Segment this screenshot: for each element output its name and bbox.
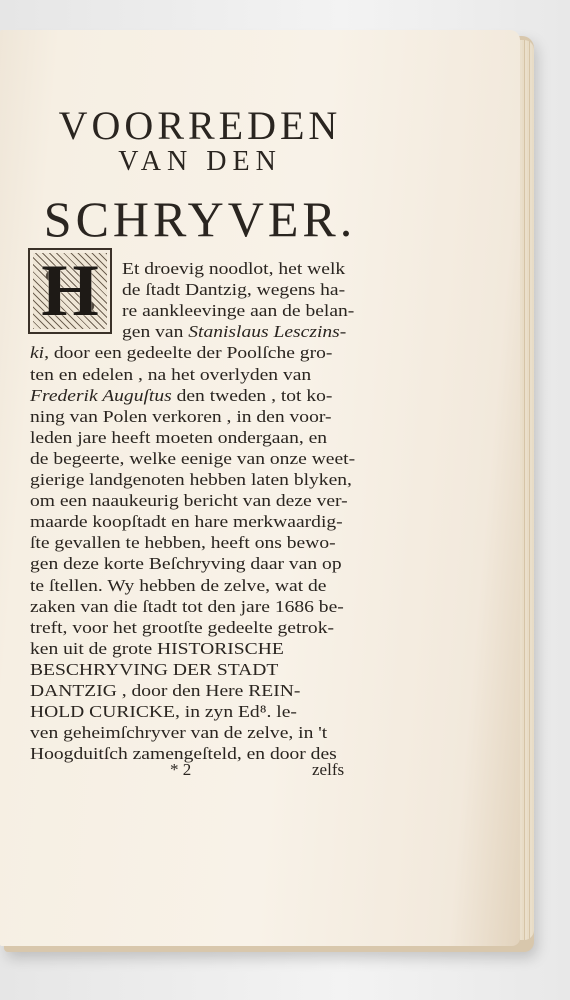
text-line	[30, 342, 332, 364]
signature-mark: * 2	[170, 760, 192, 779]
text-fragment: om een naaukeurig bericht van deze ver-	[30, 491, 348, 511]
text-line	[30, 701, 297, 723]
text-line	[30, 680, 300, 702]
text-fragment: treft, voor het grootſte gedeelte getrok-	[30, 617, 334, 637]
text-line	[30, 638, 284, 660]
text-line	[30, 596, 344, 618]
text-fragment: BESCHRYVING DER STADT	[30, 659, 279, 679]
text-line	[30, 722, 327, 744]
text-fragment: de ſtadt Dantzig, wegens ha-	[122, 280, 346, 300]
initial-letter: H	[41, 250, 99, 332]
text-fragment: DANTZIG , door den Here REIN-	[30, 681, 301, 700]
heading-line-2: VAN DEN	[118, 146, 282, 177]
text-line	[30, 553, 342, 575]
text-line	[30, 448, 355, 470]
text-fragment: gen deze korte Beſchryving daar van op	[30, 554, 342, 574]
text-fragment: gierige landgenoten hebben laten blyken,	[30, 470, 352, 489]
text-fragment: ning van Polen verkoren , in den voor-	[30, 406, 332, 426]
text-line	[122, 258, 345, 280]
heading-line-1: VOORREDEN	[58, 103, 342, 148]
text-fragment: ken uit de grote HISTORISCHE	[30, 638, 284, 658]
text-fragment: Et droevig noodlot, het welk	[122, 259, 346, 278]
text-fragment: ten en edelen , na het overlyden van	[30, 364, 312, 384]
text-fragment: te ſtellen. Wy hebben de zelve, wat de	[30, 575, 327, 595]
catchword: zelfs	[312, 760, 345, 779]
text-line	[30, 490, 348, 512]
text-line	[30, 511, 343, 533]
text-fragment: zaken van die ſtadt tot den jare 1686 be-	[30, 596, 344, 616]
text-fragment: ſte gevallen te hebben, heeft ons bewo-	[30, 533, 336, 553]
text-line	[122, 300, 354, 322]
italic-name: Frederik Auguſtus	[30, 385, 172, 405]
text-fragment: Hoogduitſch zamengeſteld, en door des	[30, 744, 337, 764]
text-line	[30, 406, 331, 428]
heading-line-3: SCHRYVER.	[43, 191, 357, 247]
text-line	[30, 427, 327, 449]
text-fragment: HOLD CURICKE, in zyn Ed⁸. le-	[30, 702, 297, 722]
text-fragment: ven geheimſchryver van de zelve, in 't	[30, 723, 328, 743]
text-fragment: gen van	[122, 322, 189, 342]
text-line	[30, 364, 311, 386]
decorated-initial	[28, 248, 112, 334]
text-fragment: leden jare heeft moeten ondergaan, en	[30, 427, 328, 447]
text-line	[30, 385, 332, 407]
text-line	[30, 532, 336, 554]
text-line	[122, 279, 345, 301]
text-fragment: den tweden , tot ko-	[171, 385, 333, 405]
text-line	[30, 575, 326, 597]
text-fragment: re aankleevinge aan de belan-	[122, 301, 355, 321]
italic-name: Stanislaus Lesczins-	[188, 322, 347, 342]
text-line	[30, 617, 334, 639]
text-fragment: maarde koopſtadt en hare merkwaardig-	[30, 512, 343, 532]
text-line	[30, 659, 278, 681]
text-line	[30, 469, 352, 491]
text-fragment: , door een gedeelte der Poolſche gro-	[44, 343, 333, 363]
italic-name: ki	[30, 343, 45, 363]
text-fragment: de begeerte, welke eenige van onze weet-	[30, 448, 356, 468]
text-line	[122, 321, 346, 343]
